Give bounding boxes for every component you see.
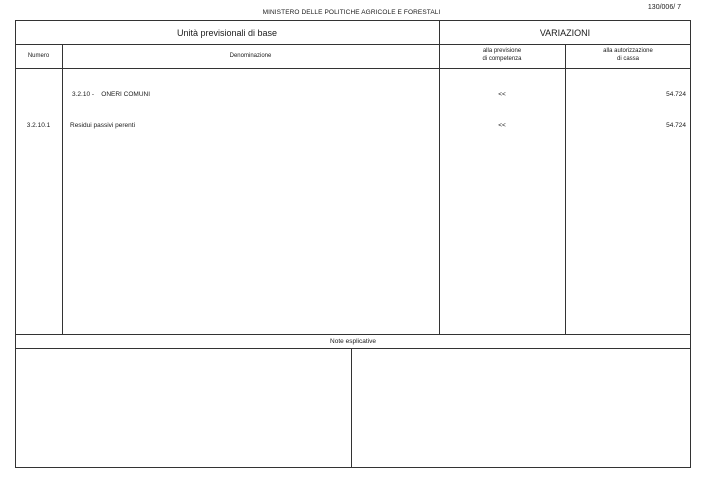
row2-numero: 3.2.10.1 [26,122,51,129]
column-header-denominazione: Denominazione [229,53,272,59]
row1-previsione: << [498,91,506,98]
cassa-line-2: di cassa [616,56,639,62]
row2-denominazione: Residui passivi perenti [70,122,136,129]
rule-under-group-headers [15,44,691,45]
previsione-line-1: alla previsione [482,48,522,54]
divider-notes [351,348,352,468]
row1-cassa: 54.724 [666,91,686,98]
notes-title: Note esplicative [330,338,376,345]
group-header-variazioni: VARIAZIONI [539,28,591,38]
ministry-title: MINISTERO DELLE POLITICHE AGRICOLE E FORESTALI [262,9,441,16]
cassa-line-1: alla autorizzazione [603,48,653,54]
divider-numero [62,44,63,334]
divider-previsione-cassa [565,44,566,334]
column-header-numero: Numero [27,53,50,59]
rule-under-notes-title [15,348,691,349]
column-header-previsione [439,47,565,63]
divider-base-variazioni [439,20,440,334]
rule-above-notes [15,334,691,335]
budget-table-frame [15,20,691,468]
row2-cassa: 54.724 [666,122,686,129]
page-reference: 130/006/ 7 [647,4,681,11]
rule-under-column-headers [15,68,691,69]
row1-denominazione: 3.2.10 - ONERI COMUNI [72,91,151,98]
column-header-cassa [565,47,691,63]
previsione-line-2: di competenza [482,56,522,62]
row2-previsione: << [498,122,506,129]
group-header-base: Unità previsionali di base [176,28,278,38]
